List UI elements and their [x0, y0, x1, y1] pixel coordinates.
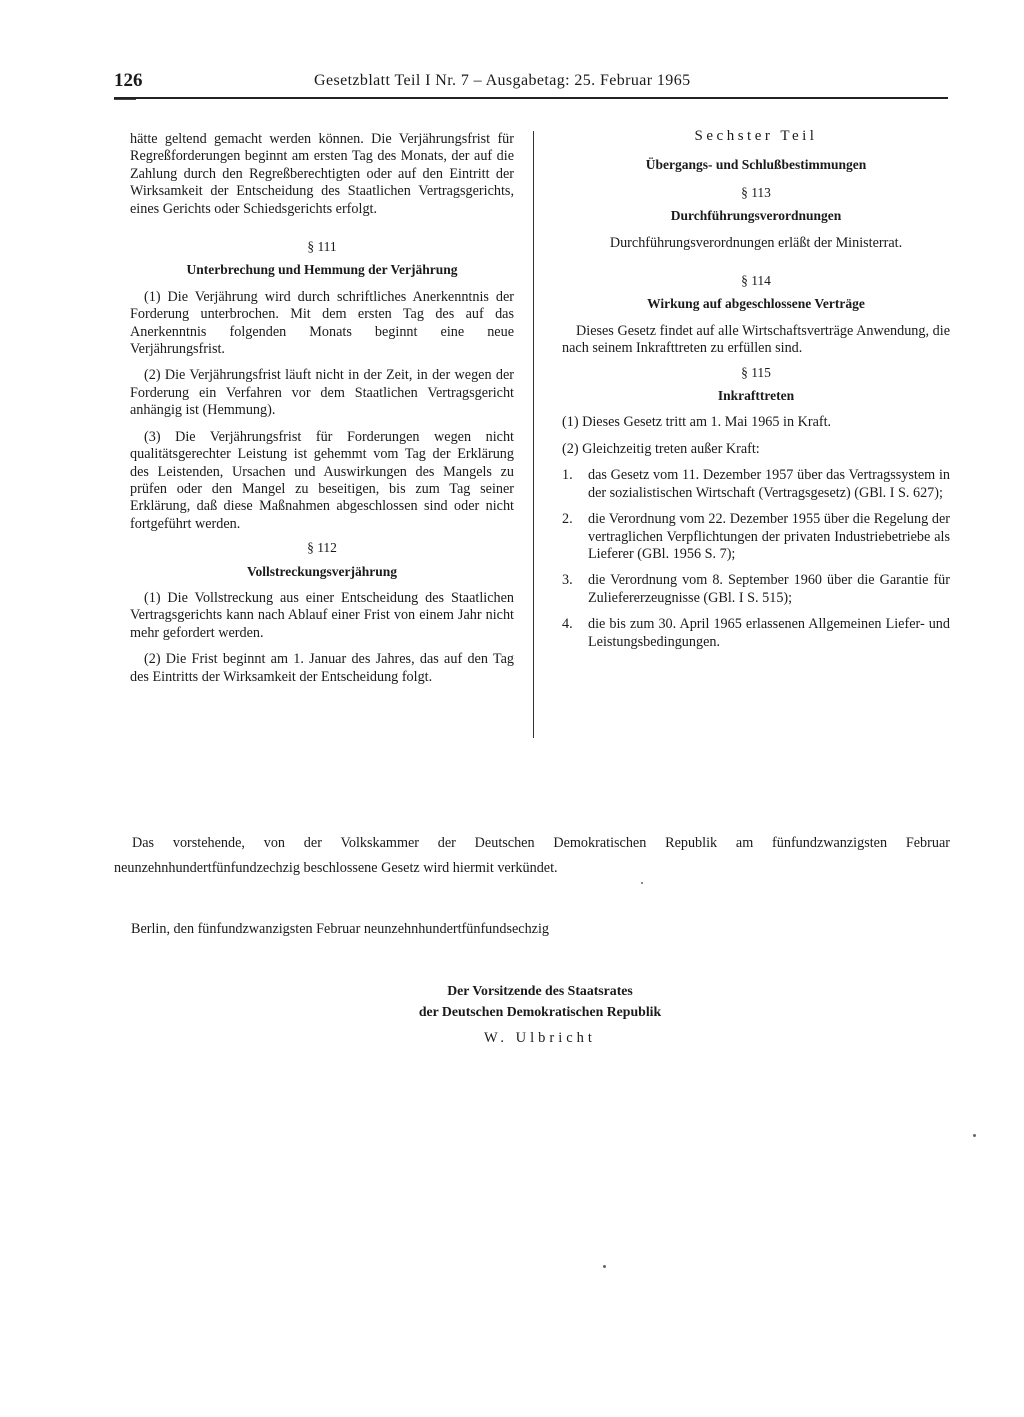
section-112-paragraph-1: (1) Die Vollstreckung aus einer Entscheidung des Staatlichen Vertragsgerichts kann nach Ablauf einer Frist von einem Jahr nicht mehr gefordert werden. [130, 589, 514, 641]
section-112-paragraph-2: (2) Die Frist beginnt am 1. Januar des Jahres, das auf den Tag des Eintritts der Wirksamkeit der Entscheidung folgt. [130, 651, 514, 685]
list-item-number: 3. [562, 572, 573, 589]
list-item-number: 1. [562, 467, 573, 484]
section-114-text: Dieses Gesetz findet auf alle Wirtschaftsverträge Anwendung, die nach seinem Inkrafttreten zu erfüllen sind. [562, 322, 950, 357]
header-rule [114, 97, 948, 99]
page-header [114, 70, 948, 98]
repeal-list-item [562, 572, 950, 607]
section-111-number: § 111 [307, 239, 337, 255]
list-item-text: die Verordnung vom 8. September 1960 über die Garantie für Zuliefererzeugnisse (GBl. I S. 515); [588, 572, 950, 606]
section-112-number: § 112 [307, 540, 337, 556]
signer-title-line-1: Der Vorsitzende des Staatsrates [447, 983, 633, 998]
list-item-number: 4. [562, 616, 573, 633]
right-column [562, 128, 950, 651]
repeal-list-item [562, 467, 950, 502]
repeal-list-item [562, 511, 950, 563]
part-title: Übergangs- und Schlußbestimmungen [645, 157, 867, 173]
section-115-paragraph-1: (1) Dieses Gesetz tritt am 1. Mai 1965 in Kraft. [562, 414, 832, 431]
signer-title-line-2: der Deutschen Demokratischen Republik [418, 1004, 662, 1019]
list-item-text: das Gesetz vom 11. Dezember 1957 über das Vertragssystem in der sozialistischen Wirtschaft (Vertragsgesetz) (GBl. I S. 627); [588, 467, 950, 501]
page-number-underline [114, 99, 136, 100]
scan-speck [973, 1134, 976, 1137]
section-113-number: § 113 [741, 184, 771, 200]
section-112-title: Vollstreckungsverjährung [246, 563, 398, 579]
section-114-number: § 114 [741, 273, 771, 289]
column-divider [533, 131, 534, 738]
section-111-paragraph-2: (2) Die Verjährungsfrist läuft nicht in der Zeit, in der wegen der Forderung ein Verfahren vor dem Staatlichen Vertragsgericht anhängig ist (Hemmung). [130, 367, 514, 419]
section-114-title: Wirkung auf abgeschlossene Verträge [647, 296, 865, 312]
section-113-title: Durchführungsverordnungen [670, 208, 842, 224]
list-item-text: die Verordnung vom 22. Dezember 1955 über die Regelung der vertraglichen Verpflichtungen der privaten Industriebetriebe als Lieferer (GBl. 1956 S. 7); [588, 511, 950, 562]
scan-speck [641, 882, 643, 884]
section-115-number: § 115 [741, 364, 771, 380]
left-column [130, 131, 514, 686]
section-111-paragraph-1: (1) Die Verjährung wird durch schriftliches Anerkenntnis der Forderung unterbrochen. Mit dem ersten Tag des auf das Anerkenntnis folgenden Monats beginnt eine neue Verjährungsfrist. [130, 288, 514, 358]
list-item-text: die bis zum 30. April 1965 erlassenen Allgemeinen Liefer- und Leistungsbedingungen. [588, 616, 950, 650]
page-number: 126 [114, 70, 143, 91]
place-and-date: Berlin, den fünfundzwanzigsten Februar neunzehnhundertfünfundsechzig [131, 921, 549, 937]
scan-speck [603, 1265, 606, 1268]
section-113-text: Durchführungsverordnungen erläßt der Ministerrat. [609, 234, 903, 251]
section-115-title: Inkrafttreten [717, 388, 795, 404]
gazette-title: Gesetzblatt Teil I Nr. 7 – Ausgabetag: 25. Februar 1965 [314, 72, 691, 89]
section-115-paragraph-2: (2) Gleichzeitig treten außer Kraft: [562, 440, 760, 457]
signature-name: W. Ulbricht [484, 1030, 596, 1046]
promulgation-text: Das vorstehende, von der Volkskammer der Deutschen Demokratischen Republik am fünfundzwanzigsten Februar neunzehnhundertfünfundzechzig beschlossene Gesetz wird hiermit verkündet. [114, 835, 950, 876]
section-111-paragraph-3: (3) Die Verjährungsfrist für Forderungen wegen nicht qualitätsgerechter Leistung ist gehemmt vom Tag der Erklärung des Leistenden, Ursachen und Auswirkungen des Mangels zu prüfen oder den Mangel zu beseitigen, bis zum Tag seiner Erklärung, daß diese Maßnahmen abgeschlossen sind oder nicht fortgeführt werden. [130, 428, 514, 532]
continuation-paragraph: hätte geltend gemacht werden können. Die Verjährungsfrist für Regreßforderungen beginnt am ersten Tag des Monats, der auf die Zahlung durch den Regreßberechtigten oder auf den Eintritt der Wirksamkeit der Entscheidung des Staatlichen Vertragsgerichts, eines Gerichts oder Schiedsgerichts erfolgt. [130, 131, 514, 217]
part-heading: Sechster Teil [694, 128, 818, 144]
section-111-title: Unterbrechung und Hemmung der Verjährung [186, 262, 458, 278]
list-item-number: 2. [562, 511, 573, 528]
repeal-list-item [562, 616, 950, 651]
